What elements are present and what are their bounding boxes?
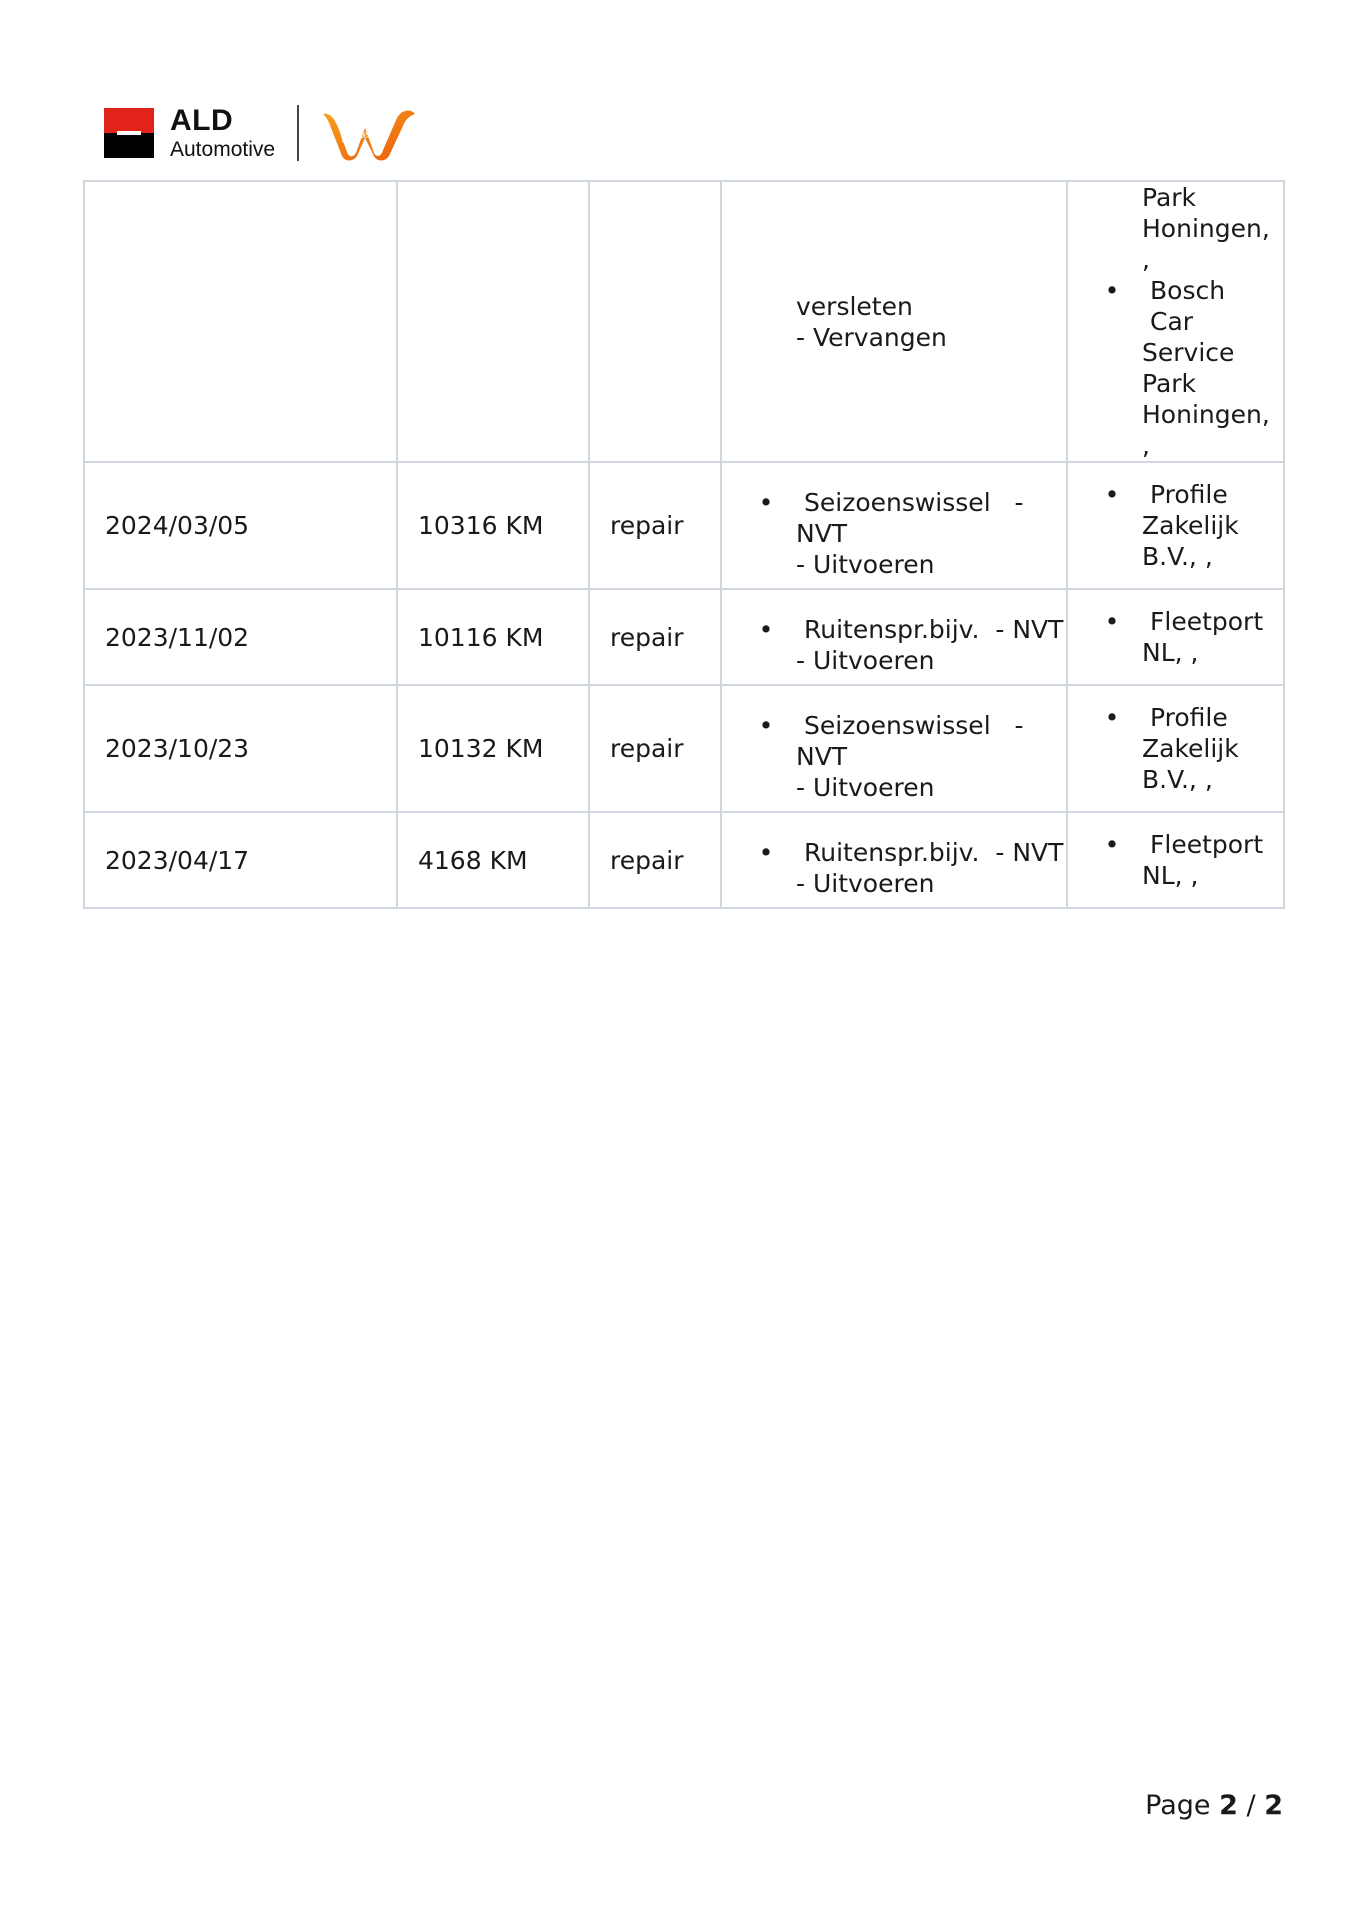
date-cell: 2024/03/05 — [84, 462, 397, 589]
km-cell: 4168 KM — [397, 812, 589, 908]
work-line: - Vervangen — [796, 322, 947, 352]
bullet-icon: • — [1104, 276, 1120, 305]
table-row — [84, 812, 1284, 908]
work-cell — [721, 462, 1067, 589]
supplier-line: Service — [1142, 338, 1235, 367]
bullet-icon: • — [1104, 480, 1120, 509]
supplier-cell — [1067, 685, 1284, 812]
list-item — [1088, 702, 1263, 733]
km-cell — [397, 181, 589, 462]
supplier-cell — [1067, 181, 1284, 462]
list-item — [1088, 829, 1263, 860]
work-line: - Uitvoeren — [796, 549, 935, 579]
supplier-line: Zakelijk — [1142, 734, 1239, 763]
supplier-line: Fleetport — [1150, 830, 1264, 859]
list-item — [742, 487, 1046, 518]
work-line: NVT — [796, 741, 848, 771]
supplier-line: Profile — [1150, 480, 1228, 509]
supplier-line: NL, , — [1142, 638, 1199, 667]
supplier-line: NL, , — [1142, 861, 1199, 890]
logo-divider — [297, 105, 299, 161]
work-cell — [721, 812, 1067, 908]
supplier-cell — [1067, 812, 1284, 908]
page-number — [1145, 1790, 1283, 1821]
supplier-line: B.V., , — [1142, 542, 1213, 571]
bullet-icon: • — [1104, 703, 1120, 732]
supplier-line: Honingen, , — [1142, 214, 1270, 274]
work-line: Seizoenswissel - — [804, 487, 1024, 517]
table-row — [84, 181, 1284, 462]
maintenance-history-table — [83, 180, 1285, 909]
date-cell: 2023/04/17 — [84, 812, 397, 908]
supplier-line: Bosch Car — [1150, 276, 1226, 336]
supplier-cell — [1067, 589, 1284, 685]
work-cell — [721, 181, 1067, 462]
brand-sub: Automotive — [170, 138, 276, 161]
bullet-icon: • — [758, 837, 774, 867]
km-cell: 10132 KM — [397, 685, 589, 812]
list-item — [742, 837, 1064, 868]
list-item — [1088, 275, 1263, 337]
type-cell: repair — [589, 812, 721, 908]
ald-logo-mark — [104, 108, 154, 158]
table-row — [84, 462, 1284, 589]
bullet-icon: • — [758, 614, 774, 644]
date-cell: 2023/10/23 — [84, 685, 397, 812]
ald-logo-text — [170, 106, 275, 160]
document-header — [104, 102, 419, 164]
leaseplan-logo-text: LeasePlan — [340, 125, 389, 146]
work-line: - Uitvoeren — [796, 772, 935, 802]
table-row — [84, 589, 1284, 685]
bullet-icon: • — [1104, 607, 1120, 636]
km-cell: 10116 KM — [397, 589, 589, 685]
km-cell: 10316 KM — [397, 462, 589, 589]
bullet-icon: • — [758, 710, 774, 740]
supplier-line: Profile — [1150, 703, 1228, 732]
leaseplan-logo-icon — [319, 104, 419, 162]
brand-name: ALD — [170, 104, 234, 137]
work-line: - Uitvoeren — [796, 645, 935, 675]
work-line: Ruitenspr.bijv. - NVT — [804, 837, 1064, 867]
type-cell: repair — [589, 462, 721, 589]
work-line: - Uitvoeren — [796, 868, 935, 898]
bullet-icon: • — [1104, 830, 1120, 859]
work-line: NVT — [796, 518, 848, 548]
type-cell: repair — [589, 589, 721, 685]
date-cell — [84, 181, 397, 462]
supplier-line: Zakelijk — [1142, 511, 1239, 540]
supplier-line: Honingen, , — [1142, 400, 1270, 460]
work-cell — [721, 589, 1067, 685]
list-item — [742, 614, 1064, 645]
table-row — [84, 685, 1284, 812]
work-line: versleten — [796, 291, 913, 321]
supplier-line: Park — [1142, 369, 1197, 398]
current-page: 2 — [1219, 1790, 1238, 1821]
list-item — [1088, 606, 1263, 637]
list-item — [742, 710, 1046, 741]
date-cell: 2023/11/02 — [84, 589, 397, 685]
supplier-line: Park — [1142, 183, 1197, 212]
page-separator: / — [1246, 1790, 1256, 1821]
work-cell — [721, 685, 1067, 812]
supplier-line: B.V., , — [1142, 765, 1213, 794]
work-line: Ruitenspr.bijv. - NVT — [804, 614, 1064, 644]
type-cell — [589, 181, 721, 462]
total-pages: 2 — [1264, 1790, 1283, 1821]
supplier-cell — [1067, 462, 1284, 589]
list-item — [1088, 479, 1263, 510]
page-label: Page — [1145, 1790, 1211, 1821]
supplier-line: Fleetport — [1150, 607, 1264, 636]
type-cell: repair — [589, 685, 721, 812]
bullet-icon: • — [758, 487, 774, 517]
work-line: Seizoenswissel - — [804, 710, 1024, 740]
